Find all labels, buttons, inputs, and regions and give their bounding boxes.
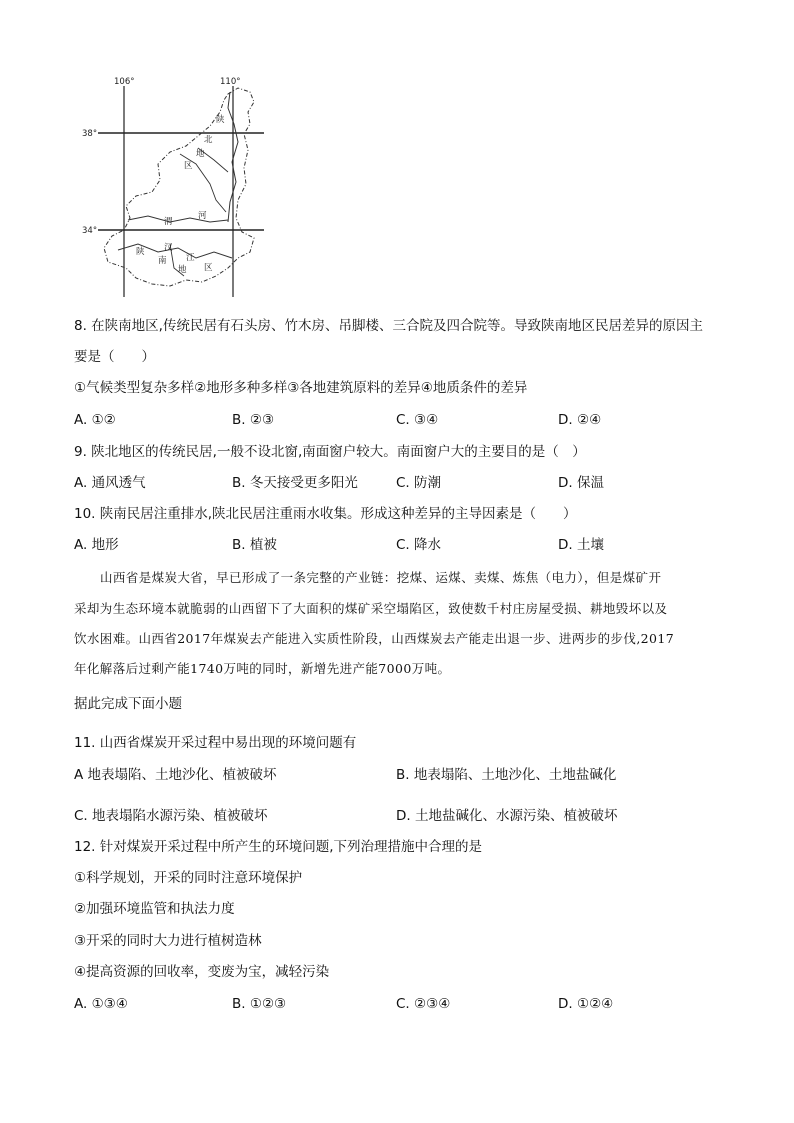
q10-option-a[interactable]: A. 地形 [74, 537, 119, 553]
q12-option-d[interactable]: D. ①②④ [558, 996, 614, 1012]
map-char-8: 南 [158, 256, 167, 266]
passage-line-4: 年化解落后过剩产能1740万吨的同时，新增先进产能7000万吨。 [74, 661, 451, 676]
q12-stem: 12. 针对煤炭开采过程中所产生的环境问题,下列治理措施中合理的是 [74, 839, 483, 855]
q10-option-c[interactable]: C. 降水 [396, 537, 442, 553]
q8-option-a[interactable]: A. ①② [74, 412, 116, 428]
q12-measure-3: ③开采的同时大力进行植树造林 [74, 933, 262, 949]
q9-option-c[interactable]: C. 防潮 [396, 475, 442, 491]
q12-option-b[interactable]: B. ①②③ [232, 996, 287, 1012]
wei-river [128, 216, 228, 222]
q12-option-a[interactable]: A. ①③④ [74, 996, 128, 1012]
q8-stem-line1: 8. 在陕南地区,传统民居有石头房、竹木房、吊脚楼、三合院及四合院等。导致陕南地区民居差异的原因主 [74, 318, 703, 334]
q12-measure-1: ①科学规划，开采的同时注意环境保护 [74, 870, 303, 886]
q8-option-d[interactable]: D. ②④ [558, 412, 602, 428]
q12-measure-2: ②加强环境监管和执法力度 [74, 901, 235, 917]
q8-option-b[interactable]: B. ②③ [232, 412, 275, 428]
passage-instruction: 据此完成下面小题 [74, 696, 182, 712]
passage-line-3: 饮水困难。山西省2017年煤炭去产能进入实质性阶段，山西煤炭去产能走出退一步、进两步的步伐,2017 [74, 631, 675, 646]
q11-option-b[interactable]: B. 地表塌陷、土地沙化、土地盐碱化 [396, 767, 617, 783]
map-char-10: 江 [186, 253, 195, 263]
map-char-6: 河 [198, 211, 207, 221]
q8-statements: ①气候类型复杂多样②地形多种多样③各地建筑原料的差异④地质条件的差异 [74, 380, 528, 396]
lat-label-34: 34° [82, 226, 98, 236]
lat-label-38: 38° [82, 129, 98, 139]
map-svg [78, 72, 268, 300]
lon-label-106: 106° [114, 77, 135, 87]
q12-measure-4: ④提高资源的回收率，变废为宝，减轻污染 [74, 964, 330, 980]
q9-option-b[interactable]: B. 冬天接受更多阳光 [232, 475, 358, 491]
map-char-4: 区 [184, 161, 193, 171]
q11-option-a[interactable]: A 地表塌陷、土地沙化、植被破坏 [74, 767, 277, 783]
map-char-11: 地 [178, 265, 187, 275]
q8-option-c[interactable]: C. ③④ [396, 412, 439, 428]
q10-option-b[interactable]: B. 植被 [232, 537, 277, 553]
q11-option-c[interactable]: C. 地表塌陷水源污染、植被破坏 [74, 808, 268, 824]
passage-line-1: 山西省是煤炭大省，早已形成了一条完整的产业链：挖煤、运煤、卖煤、炼焦（电力），但是煤矿开 [100, 570, 662, 585]
map-char-5: 渭 [164, 217, 173, 227]
map-char-3: 地 [196, 149, 205, 159]
q9-option-d[interactable]: D. 保温 [558, 475, 604, 491]
map-char-12: 区 [204, 263, 213, 273]
map-char-2: 北 [204, 135, 213, 145]
q9-option-a[interactable]: A. 通风透气 [74, 475, 146, 491]
q12-option-c[interactable]: C. ②③④ [396, 996, 451, 1012]
q10-stem: 10. 陕南民居注重排水,陕北民居注重雨水收集。形成这种差异的主导因素是（ ） [74, 506, 577, 522]
map-char-7: 陕 [136, 247, 145, 257]
q9-stem: 9. 陕北地区的传统民居,一般不设北窗,南面窗户较大。南面窗户大的主要目的是（ ） [74, 444, 586, 460]
q10-option-d[interactable]: D. 土壤 [558, 537, 604, 553]
q8-stem-line2: 要是（ ） [74, 349, 155, 365]
map-char-9: 汉 [164, 243, 173, 253]
q11-stem: 11. 山西省煤炭开采过程中易出现的环境问题有 [74, 735, 357, 751]
lon-label-110: 110° [220, 77, 241, 87]
q11-option-d[interactable]: D. 土地盐碱化、水源污染、植被破坏 [396, 808, 618, 824]
shaanxi-map [78, 72, 268, 300]
passage-line-2: 采却为生态环境本就脆弱的山西留下了大面积的煤矿采空塌陷区，致使数千村庄房屋受损、耕地毁坏以及 [74, 601, 668, 616]
map-char-1: 陕 [216, 115, 225, 125]
